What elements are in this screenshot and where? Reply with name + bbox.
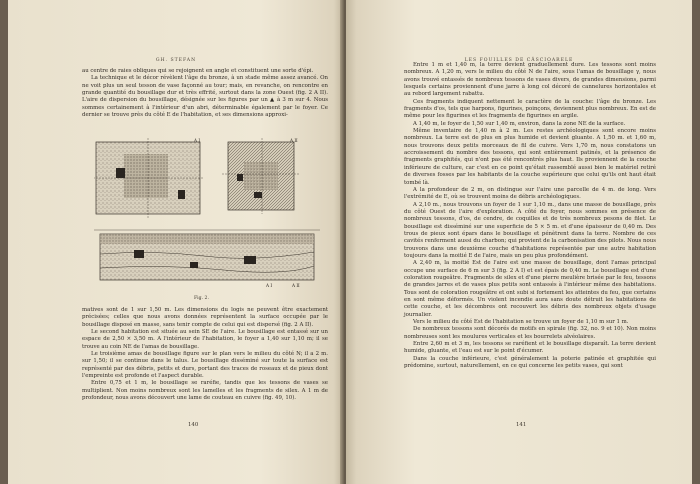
paragraph: Vers le milieu du côté Est de l'habitation se trouve un foyer de 1,10 m sur 1 m. <box>413 319 629 326</box>
running-head-left: GH. STEFAN <box>155 58 197 63</box>
paragraph: A 1,40 m, le foyer de 1,50 sur 1,40 m, environ, dans la zone NE de la surface. <box>413 120 626 127</box>
paragraph: Entre 2,60 m et 3 m, les tessons se raréfient et le bousillage disparaît. La terre devient humide, gluante, et l'eau est sur le point d'écumer. <box>404 341 656 355</box>
figure-caption: Fig. 2. <box>194 296 209 301</box>
paragraph: Entre 1 m et 1,40 m, la terre devient graduellement dure. Les tessons sont moins nombreux. A 1,20 m, vers le milieu du côté N de l'aire, sous l'amas de bousillage γ, nous avons trouvé entassés de nombreux tessons de vases divers, de grandes dimensions, parmi lesquels certains proviennent d'une jarre à long col décoré de cannelures horizontales et au rebord largement rabattu. <box>404 62 656 98</box>
paragraph: La technique et le décor révèlent l'âge du bronze, à un stade même assez avancé. On ne voit plus un seul tesson de vase façonné au tour; mais, en revanche, on rencontre en grande quantité du bousillage dur et très effrité, surtout dans la zone Ouest (fig. 2 A II). L'aire de dispersion du bousillage, désignée sur les figures par un ▲ à 3 m sur 4. Nous sommes certainement à l'intérieur d'un abri, déterminable également par le foyer. Ce dernier se trouve près du côté E de l'habitation, et ses dimensions approxi- <box>82 75 328 119</box>
excavation-plan-figure <box>94 138 326 288</box>
label-a-one-section: A I <box>266 283 273 288</box>
running-head-right: LES FOUILLES DE CĂSCIOARELE <box>464 58 574 63</box>
right-page <box>346 0 692 484</box>
paragraph: matives sont de 1 sur 1,50 m. Les dimensions du logis ne peuvent être exactement précisées; celles que nous avons données représentent la surface occupée par le bousillage disposé en masse, sans tenir compte de celui qui est dispersé (fig. 2 A II). <box>82 307 328 328</box>
label-a-one: A I <box>194 138 201 143</box>
label-a-two: A II <box>290 138 298 143</box>
paragraph: De nombreux tessons sont décorés de motifs en spirale (fig. 32, no. 9 et 10). Non moins nombreuses sont les moulures verticales et les bourrelets alvéolaires. <box>404 326 656 340</box>
text-block-right <box>404 62 656 370</box>
paragraph: A 2,10 m., nous trouvons un foyer de 1 sur 1,10 m., dans une masse de bousillage, près du côté Ouest de l'aire d'exploration. A côté du foyer, nous sommes en présence de nombreux tessons, d'os, de cendre, de coquilles et de très nombreux pesons de filet. Le bousillage est disséminé sur une superficie de 5 × 5 m. et d'une épaisseur de 0,40 m. Des trous de pieux sont épars dans le bousillage et pénètrent dans la terre. Nombre de ces cavités renferment aussi du charbon; qui provient de la carbonisation des pilots. Nous nous trouvons dans une deuxième couche d'habitations représentée par une autre habitation toujours dans la moitié E de l'aire, mais un peu plus profondément. <box>404 201 656 259</box>
paragraph: au centre de raies obliques qui se rejoignent en angle et constituent une sorte d'épi. <box>82 68 314 74</box>
paragraph: Dans la couche inférieure, c'est généralement la poterie patinée et graphitée qui prédomine, surtout, naturellement, en ce qui concerne les petits vases, qui sont <box>404 355 656 370</box>
text-block-top <box>82 68 328 119</box>
paragraph: A 2,40 m, la moitié Est de l'aire est une masse de bousillage, dont l'amas principal occupe une surface de 6 m sur 3 (fig. 2 A I) et est épais de 0,40 m. Le bousillage est d'une coloration rougeâtre. Fragments de silex et d'une pierre meulière brisée par le feu, tessons de grandes jarres et de vases plus petits sont entassés à l'intérieur même des habitations. Tous sont de coloration rougeâtre et ont subi si fortement les atteintes du feu, que certains en sont même déformés. Un violent incendie aura sans doute détruit les habitations de cette couche, et les décombres ont recouvert les débris des nombreux objets d'usage journalier. <box>404 260 656 318</box>
paragraph: Le second habitation est située au sein SE de l'aire. Le bousillage est entassé sur un espace de 2,50 × 3,50 m. A l'intérieur de l'habitation, le foyer a 1,40 sur 1,10 m; il se trouve au coin NE de l'amas de bousillage. <box>82 329 328 350</box>
section-profile <box>94 230 320 280</box>
paragraph: Même inventaire de 1,40 m à 2 m. Les restes archéologiques sont encore moins nombreux. La terre est de plus en plus humide et devient gluante. A 1,50 m. et 1,60 m, nous trouvons deux petits morceaux de fil de cuivre. Vers 1,70 m, nous constatons un accroissement du nombre des tessons, qui sont entièrement patinés, et la présence de fragments graphités, qui n'ont pas été rencontrés plus haut. Ils proviennent de la couche inférieure de culture, car c'est en ce point qu'était rassemblé aussi bien le matériel retiré de diverses fosses par les habitants de la couche supérieure que celui qu'ils ont haut était tombé là. <box>404 128 656 186</box>
page-number-right: 141 <box>516 422 527 428</box>
paragraph: A la profondeur de 2 m, on distingue sur l'aire une parcelle de 4 m. de long. Vers l'extrémité de E, où se trouvent moins de débris archéologiques. <box>404 186 656 201</box>
paragraph: Le troisième amas de bousillage figure sur le plan vers le milieu du côté N; il a 2 m. sur 1,50; il se continue dans le talus. Le bousillage disséminé sur toute la surface est représenté par des débris, petits et durs, portant des traces de roseaux et de pieux dont l'empreinte est profonde et l'aspect durable. <box>82 351 328 380</box>
text-block-bottom <box>82 307 328 402</box>
paragraph: Ces fragments indiquent nettement le caractère de la couche: l'âge du bronze. Les fragments d'os, tels que harpons, figurines, poinçons, deviennent plus nombreux. En est de même pour les figurines et les fragments de figurines en argile. <box>404 98 656 120</box>
plan-a-one <box>94 138 204 218</box>
plan-a-two <box>222 138 300 214</box>
page-number-left: 140 <box>188 422 199 428</box>
left-page <box>8 0 344 484</box>
label-a-two-section: A II <box>292 283 300 288</box>
paragraph: Entre 0,75 et 1 m, le bousillage se raréfie, tandis que les tessons de vases se multiplient. Non moins nombreux sont les lamelles et les fragments de silex. A 1 m de profondeur, nous avons découvert une lame de couteau en cuivre (fig. 49, 10). <box>82 380 328 402</box>
